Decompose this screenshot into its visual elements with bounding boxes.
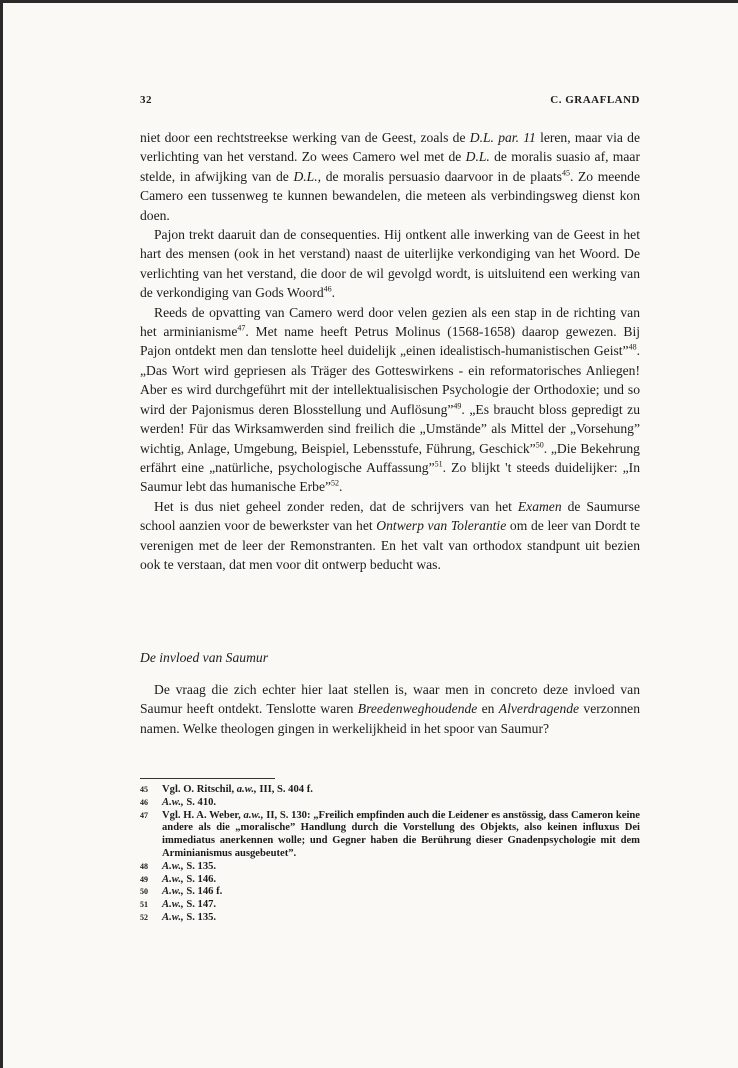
footnote-ref: 50 (535, 439, 544, 449)
running-head-author: C. GRAAFLAND (550, 94, 640, 106)
footnote: 50 A.w., S. 146 f. (140, 886, 223, 898)
footnote: 52 A.w., S. 135. (140, 911, 217, 923)
footnote-ref: 49 (453, 401, 462, 411)
italic-term: D.L. (465, 149, 490, 165)
footnote-divider (140, 778, 275, 779)
footnote-ref: 52 (331, 478, 340, 488)
italic-term: Breedenweghoudende (357, 701, 478, 717)
paragraph: Het is dus niet geheel zonder reden, dat de schrijvers van het Examen de Saumurse school aanzien voor de bewerkster van het Ontwerp van Tolerantie om de leer van Dordt te verenigen met de leer der Remonstranten. En het valt van orthodox standpunt uit bezien ook te verstaan, dat men voor dit ontwerp beducht was. (140, 498, 640, 572)
footnote-number: 45 (140, 785, 148, 794)
section-heading: De invloed van Saumur (140, 650, 268, 665)
footnote: 46 A.w., S. 410. (140, 796, 217, 808)
footnote-number: 51 (140, 900, 148, 910)
footnote: 45 Vgl. O. Ritschil, a.w., III, S. 404 f. (140, 784, 313, 795)
italic-term: D.L., (293, 168, 322, 184)
footnote-ref: 45 (561, 168, 570, 178)
footnote: 51 A.w., S. 147. (140, 899, 217, 911)
paragraph: Reeds de opvatting van Camero werd door velen gezien als een stap in de richting van het arminianisme$^{47}$. Met name heeft Petrus Molinus (1568-1658) daarop gewezen. Bij Pajon ontdekt men dan tenslotte heel duidelijk „einen idealistisch-humanistischen Geist”$^{48}$. „Das Wort wird gepriesen als Träger des Gotteswirkens - ein reformatorisches Anliegen! Aber es wird durchgeführt mit der intellektualisischen Psychologie der Orthodoxie; und so wird der Pajonismus deren Blosstellung und Auflösung”$^{49}$. „Es braucht bloss gepredigt zu werden! Für das Wirksamwerden sind freilich die „Umstände” als Mittel der „Vorsehung” wichtig, Anlage, Umgebung, Beispiel, Lebensstufe, Führung, Geschick”$^{50}$. „Die Bekehrung erfährt eine „natürliche, psychologische Auffassung”$^{51}$. Zo blijkt 't steeds duidelijker: „In Saumur lebt das humanische Erbe”$^{52}$. (140, 304, 641, 495)
footnote: 49 A.w., S. 146. (140, 873, 217, 885)
footnote-ref: 51 (434, 459, 443, 469)
page-number: 32 (140, 94, 152, 106)
paragraph: Pajon trekt daaruit dan de consequenties. Hij ontkent alle inwerking van de Geest in het hart des mensen (ook in het verstand) naast de uiterlijke verkondiging van het Woord. De verlichting van het verstand, die door de wil gevolgd wordt, is uitsluitend een werking van de verkondiging van Gods Woord$^{46}$. (140, 227, 640, 301)
footnote-number: 50 (140, 887, 148, 897)
italic-term: D.L. par. 11 (469, 130, 536, 145)
italic-term: Examen (517, 498, 562, 514)
footnote: 47 Vgl. H. A. Weber, a.w., II, S. 130: „Freilich empfinden auch die Leidener es anstössig, dass Cameron keine andere als die „moralische” Handlung durch die Vorstellung des Objekts, also keinen influxus Dei immediatus anerkennen wolle; und Gegner haben die Berührung dieser Gnadenpsychologie mit dem Arminianismus ausgebeutet”. (140, 809, 640, 859)
footnote-ref: 47 (237, 323, 246, 333)
footnote-ref: 46 (323, 284, 332, 294)
footnote: 48 A.w., S. 135. (140, 860, 217, 872)
footnote-number: 46 (140, 797, 148, 807)
section-text (140, 680, 640, 738)
main-text (140, 128, 640, 574)
footnotes (140, 784, 640, 925)
italic-term: Ontwerp van Tolerantie (376, 518, 507, 534)
footnote-number: 49 (140, 874, 148, 884)
paragraph: De vraag die zich echter hier laat stellen is, waar men in concreto deze invloed van Saumur heeft ontdekt. Tenslotte waren Breedenweghoudende en Alverdragende verzonnen namen. Welke theologen gingen in werkelijkheid in het spoor van Saumur? (140, 682, 641, 736)
footnote-number: 47 (140, 810, 148, 820)
paragraph: niet door een rechtstreekse werking van de Geest, zoals de D.L. par. 11 leren, maar via de verlichting van het verstand. Zo wees Camero wel met de D.L. de moralis suasio af, maar stelde, in afwijking van de D.L., de moralis persuasio daarvoor in de plaats$^{45}$. Zo meende Camero een tussenweg te kunnen bewandelen, die meteen als verbindingsweg dienst kon doen. (140, 130, 640, 223)
footnote-number: 52 (140, 912, 148, 922)
footnote-number: 48 (140, 861, 148, 871)
italic-term: Alverdragende (498, 701, 580, 717)
footnote-ref: 48 (628, 342, 637, 352)
